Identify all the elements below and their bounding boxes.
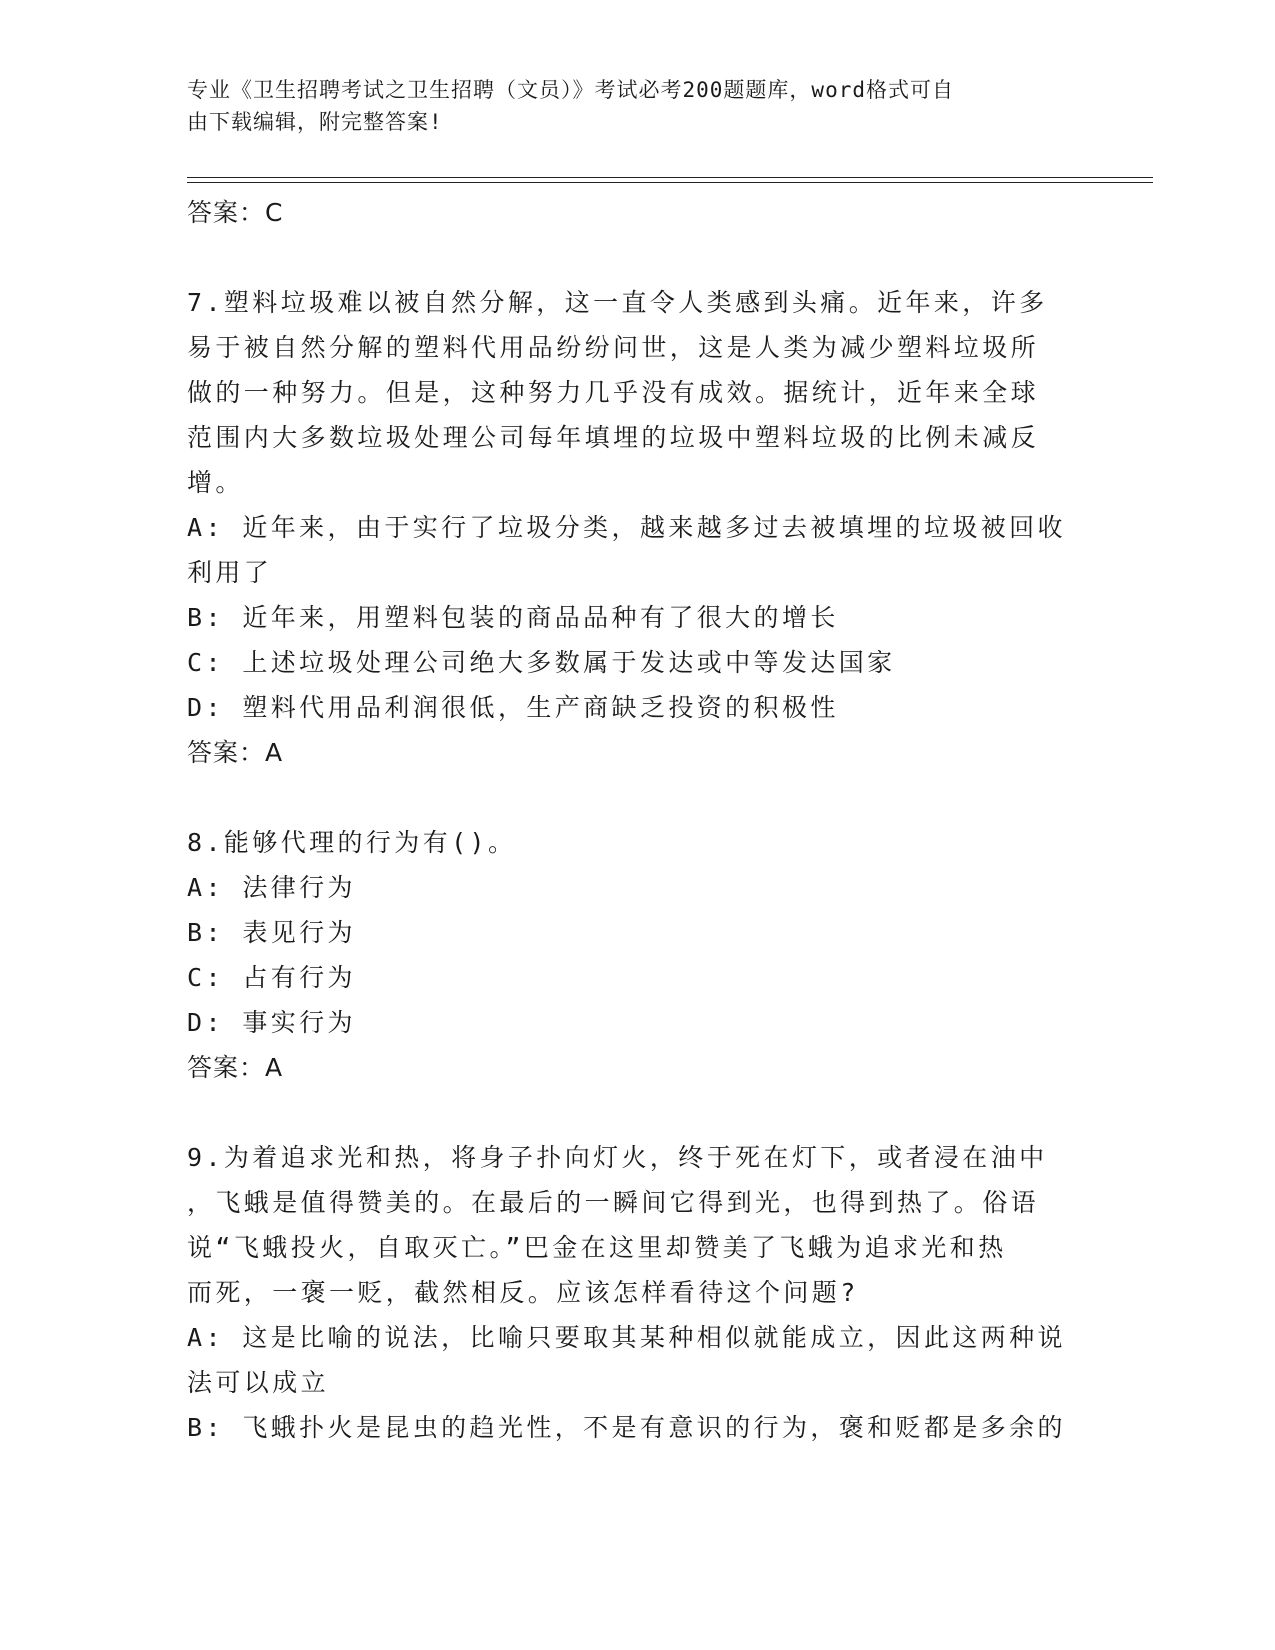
option-a [187, 505, 1067, 595]
option-line: D: 事实行为 [187, 1008, 356, 1037]
option-line: A: 这是比喻的说法，比喻只要取其某种相似就能成立，因此这两种说 [187, 1323, 1066, 1352]
option-line: 利用了 [187, 558, 273, 587]
option-line: B: 表见行为 [187, 918, 356, 947]
document-header [187, 74, 1067, 138]
stem-line: 增。 [187, 468, 244, 497]
option-line: C: 占有行为 [187, 963, 356, 992]
option-line: 法可以成立 [187, 1368, 330, 1397]
stem-line: 9.为着追求光和热，将身子扑向灯火，终于死在灯下，或者浸在油中 [187, 1143, 1048, 1172]
option-line: D: 塑料代用品利润很低，生产商缺乏投资的积极性 [187, 693, 839, 722]
stem-line: ，飞蛾是值得赞美的。在最后的一瞬间它得到光，也得到热了。俗语 [187, 1188, 1040, 1217]
stem-line: 做的一种努力。但是，这种努力几乎没有成效。据统计，近年来全球 [187, 378, 1040, 407]
question-7 [187, 280, 1067, 775]
stem-line: 8.能够代理的行为有()。 [187, 828, 517, 857]
header-line-1: 专业《卫生招聘考试之卫生招聘（文员）》考试必考200题题库，word格式可自 [187, 78, 954, 102]
option-line: B: 飞蛾扑火是昆虫的趋光性，不是有意识的行为，褒和贬都是多余的 [187, 1413, 1066, 1442]
header-divider-bottom [187, 182, 1153, 183]
spacer [187, 775, 1067, 820]
option-c [187, 640, 1067, 685]
question-list [187, 190, 1067, 1450]
option-c [187, 955, 1067, 1000]
option-b [187, 1405, 1067, 1450]
spacer [187, 1090, 1067, 1135]
option-b [187, 595, 1067, 640]
option-d [187, 685, 1067, 730]
question-7-stem [187, 280, 1067, 505]
stem-line: 7.塑料垃圾难以被自然分解，这一直令人类感到头痛。近年来，许多 [187, 288, 1048, 317]
option-b [187, 910, 1067, 955]
option-a [187, 865, 1067, 910]
option-line: C: 上述垃圾处理公司绝大多数属于发达或中等发达国家 [187, 648, 896, 677]
option-line: A: 法律行为 [187, 873, 356, 902]
option-line: A: 近年来，由于实行了垃圾分类，越来越多过去被填埋的垃圾被回收 [187, 513, 1066, 542]
answer-q8: 答案：A [187, 1053, 284, 1082]
option-d [187, 1000, 1067, 1045]
question-8 [187, 820, 1067, 1090]
header-divider-top [187, 177, 1153, 178]
stem-line: 说“飞蛾投火，自取灭亡。”巴金在这里却赞美了飞蛾为追求光和热 [187, 1233, 1007, 1262]
question-9-stem [187, 1135, 1067, 1315]
question-9 [187, 1135, 1067, 1450]
option-a [187, 1315, 1067, 1405]
spacer [187, 235, 1067, 280]
stem-line: 而死，一褒一贬，截然相反。应该怎样看待这个问题? [187, 1278, 859, 1307]
option-line: B: 近年来，用塑料包装的商品品种有了很大的增长 [187, 603, 839, 632]
header-line-2: 由下载编辑，附完整答案! [187, 110, 443, 134]
stem-line: 易于被自然分解的塑料代用品纷纷问世，这是人类为减少塑料垃圾所 [187, 333, 1040, 362]
answer-q6: 答案：C [187, 198, 284, 227]
answer-q7: 答案：A [187, 738, 284, 767]
question-8-stem [187, 820, 1067, 865]
stem-line: 范围内大多数垃圾处理公司每年填埋的垃圾中塑料垃圾的比例未减反 [187, 423, 1040, 452]
